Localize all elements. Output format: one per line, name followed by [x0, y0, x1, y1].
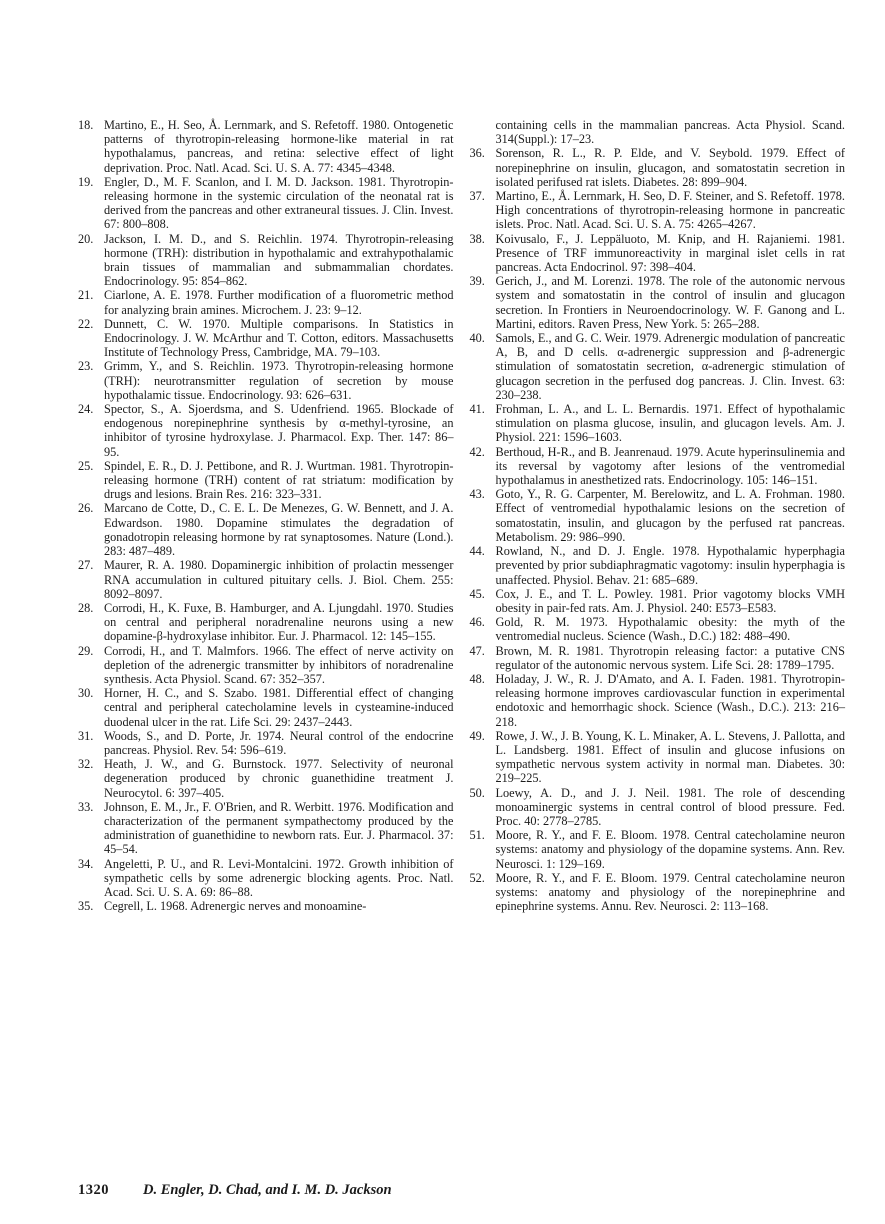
- reference-text: Moore, R. Y., and F. E. Bloom. 1978. Central catecholamine neuron systems: anatomy and physiology of the dopamine systems. Ann. Rev. Neurosci. 1: 129–169.: [495, 828, 845, 871]
- reference-number: 38.: [469, 231, 485, 246]
- reference-item: [470, 331, 846, 402]
- reference-item: [78, 501, 454, 558]
- reference-text: Martino, E., Å. Lernmark, H. Seo, D. F. Steiner, and S. Refetoff. 1978. High concentrations of thyrotropin-releasing hormone in pancreatic islets. Proc. Natl. Acad. Sci. U. S. A. 75: 4265–4267.: [495, 189, 845, 232]
- reference-page: [78, 118, 845, 913]
- reference-text: Spindel, E. R., D. J. Pettibone, and R. J. Wurtman. 1981. Thyrotropin-releasing hormone (TRH) content of rat striatum: modification by drugs and lesions. Brain Res. 216: 323–331.: [104, 458, 454, 502]
- reference-text: Dunnett, C. W. 1970. Multiple comparisons. In Statistics in Endocrinology. J. W. McArthur and T. Cotton, editors. Massachusetts Institute of Technology Press, Cambridge, MA. 79–103.: [104, 316, 454, 360]
- reference-item: [470, 615, 846, 643]
- reference-item: [78, 899, 454, 913]
- reference-number: 19.: [78, 174, 94, 189]
- reference-item: [78, 459, 454, 502]
- reference-item: [470, 445, 846, 488]
- reference-number: 31.: [78, 728, 94, 743]
- reference-item: [470, 544, 846, 587]
- reference-item: [78, 644, 454, 687]
- reference-number: 48.: [469, 671, 485, 686]
- reference-item: [78, 601, 454, 644]
- reference-text: Heath, J. W., and G. Burnstock. 1977. Selectivity of neuronal degeneration produced by chronic guanethidine treatment J. Neurocytol. 6: 397–405.: [104, 757, 454, 800]
- reference-text: Loewy, A. D., and J. J. Neil. 1981. The role of descending monoaminergic systems in central control of blood pressure. Fed. Proc. 40: 2778–2785.: [495, 785, 845, 828]
- reference-text: Martino, E., H. Seo, Å. Lernmark, and S. Refetoff. 1980. Ontogenetic patterns of thyrotropin-releasing hormone-like material in rat hypothalamus, pancreas, and retina: selective effect of light deprivation. Proc. Natl. Acad. Sci. U. S. A. 77: 4345–4348.: [104, 118, 454, 175]
- reference-text: Moore, R. Y., and F. E. Bloom. 1979. Central catecholamine neuron systems: anatomy and physiology of the norepinephrine and epinephrine systems. Annu. Rev. Neurosci. 2: 113–168.: [495, 870, 845, 914]
- reference-text: Corrodi, H., and T. Malmfors. 1966. The effect of nerve activity on depletion of the adrenergic transmitter by inhibitors of noradrenaline synthesis. Acta Physiol. Scand. 67: 352–357.: [104, 643, 454, 686]
- footer-authors: D. Engler, D. Chad, and I. M. D. Jackson: [143, 1182, 392, 1198]
- reference-text: Rowe, J. W., J. B. Young, K. L. Minaker, A. L. Stevens, J. Pallotta, and L. Landsberg. 1981. Effect of insulin and glucose infusions on sympathetic nervous system activity in normal man. Diabetes. 30: 219–225.: [495, 728, 845, 786]
- reference-number: 22.: [78, 316, 94, 331]
- reference-text: Woods, S., and D. Porte, Jr. 1974. Neural control of the endocrine pancreas. Physiol. Rev. 54: 596–619.: [104, 728, 454, 757]
- reference-text: Holaday, J. W., R. J. D'Amato, and A. I. Faden. 1981. Thyrotropin-releasing hormone improves cardiovascular function in experimental endotoxic and hemorrhagic shock. Science (Wash., D.C.). 213: 216–218.: [495, 671, 845, 729]
- reference-text: Frohman, L. A., and L. L. Bernardis. 1971. Effect of hypothalamic stimulation on plasma glucose, insulin, and glucagon levels. Am. J. Physiol. 221: 1596–1603.: [495, 402, 845, 445]
- reference-number: 45.: [469, 586, 485, 601]
- reference-number: 33.: [78, 799, 94, 814]
- reference-text: Gold, R. M. 1973. Hypothalamic obesity: the myth of the ventromedial nucleus. Science (Wash., D.C.) 182: 488–490.: [495, 615, 845, 644]
- reference-number: 44.: [469, 544, 485, 559]
- reference-item: [78, 359, 454, 402]
- reference-number: 26.: [78, 501, 94, 516]
- reference-item: [78, 800, 454, 857]
- reference-number: 41.: [469, 402, 485, 417]
- reference-text: Engler, D., M. F. Scanlon, and I. M. D. Jackson. 1981. Thyrotropin-releasing hormone in the systemic circulation of the neonatal rat is derived from the pancreas and other extraneural tissues. J. Clin. Invest. 67: 800–808.: [104, 174, 454, 232]
- reference-number: 24.: [78, 402, 94, 417]
- reference-item: [470, 587, 846, 615]
- reference-number: 51.: [469, 828, 485, 843]
- reference-number: 50.: [469, 785, 485, 800]
- reference-text: Brown, M. R. 1981. Thyrotropin releasing factor: a putative CNS regulator of the autonomic nervous system. Life Sci. 28: 1789–1795.: [495, 643, 845, 672]
- reference-item: [470, 672, 846, 729]
- reference-number: 35.: [78, 899, 94, 914]
- reference-item: [470, 118, 846, 146]
- reference-number: 42.: [469, 444, 485, 459]
- reference-item: [470, 232, 846, 275]
- reference-number: 52.: [469, 870, 485, 885]
- reference-item: [78, 317, 454, 360]
- reference-item: [470, 402, 846, 445]
- reference-item: [470, 786, 846, 829]
- reference-number: 43.: [469, 487, 485, 502]
- reference-item: [78, 757, 454, 800]
- reference-item: [470, 871, 846, 914]
- reference-item: [470, 644, 846, 672]
- reference-item: [470, 189, 846, 232]
- reference-text: Angeletti, P. U., and R. Levi-Montalcini. 1972. Growth inhibition of sympathetic cells by some adrenergic blocking agents. Proc. Natl. Acad. Sci. U. S. A. 69: 86–88.: [104, 856, 454, 899]
- reference-number: 49.: [469, 728, 485, 743]
- reference-number: 25.: [78, 458, 94, 473]
- reference-number: 39.: [469, 274, 485, 289]
- reference-number: 27.: [78, 558, 94, 573]
- reference-number: 21.: [78, 288, 94, 303]
- reference-number: 18.: [78, 118, 94, 132]
- reference-number: 20.: [78, 231, 94, 246]
- reference-number: 30.: [78, 686, 94, 701]
- reference-item: [470, 274, 846, 331]
- reference-number: 47.: [469, 643, 485, 658]
- reference-text: Berthoud, H-R., and B. Jeanrenaud. 1979. Acute hyperinsulinemia and its reversal by vagotomy after lesions of the ventromedial hypothalamus in anesthetized rats. Endocrinology. 105: 146–151.: [495, 444, 845, 488]
- reference-text: Gerich, J., and M. Lorenzi. 1978. The role of the autonomic nervous system and somatostatin in the control of insulin and glucagon secretion. In Frontiers in Neuroendocrinology. W. F. Ganong and L. Martini, editors. Raven Press, New York. 5: 265–288.: [495, 274, 845, 331]
- reference-text: Samols, E., and G. C. Weir. 1979. Adrenergic modulation of pancreatic A, B, and D cells. α-adrenergic suppression and β-adrenergic stimulation of somatostatin secretion, α-adrenergic stimulation of glucagon secretion in the perfused dog pancreas. J. Clin. Invest. 63: 230–238.: [495, 331, 845, 402]
- reference-text: Sorenson, R. L., R. P. Elde, and V. Seybold. 1979. Effect of norepinephrine on insulin, glucagon, and somatostatin secretion in isolated perifused rat islets. Diabetes. 28: 899–904.: [495, 146, 845, 189]
- reference-item: [78, 402, 454, 459]
- reference-number: 46.: [469, 615, 485, 630]
- reference-number: 23.: [78, 359, 94, 374]
- reference-item: [78, 288, 454, 316]
- reference-columns: [78, 118, 845, 913]
- reference-text: Johnson, E. M., Jr., F. O'Brien, and R. Werbitt. 1976. Modification and characterization of the permanent sympathectomy produced by the administration of guanethidine to newborn rats. Eur. J. Pharmacol. 37: 45–54.: [104, 799, 454, 857]
- reference-text: Goto, Y., R. G. Carpenter, M. Berelowitz, and L. A. Frohman. 1980. Effect of ventromedial hypothalamic lesions on the secretion of somatostatin, insulin, and glucagon by the perfused rat pancreas. Metabolism. 29: 986–990.: [495, 487, 845, 544]
- reference-text: Spector, S., A. Sjoerdsma, and S. Udenfriend. 1965. Blockade of endogenous norepinephrine synthesis by α-methyl-tyrosine, an inhibitor of tyrosine hydroxylase. J. Pharmacol. Exp. Ther. 147: 86–95.: [104, 402, 454, 459]
- reference-text: Koivusalo, F., J. Leppäluoto, M. Knip, and H. Rajaniemi. 1981. Presence of TRF immunoreactivity in marginal islet cells in rat pancreas. Acta Endocrinol. 97: 398–404.: [495, 231, 845, 275]
- reference-text: Jackson, I. M. D., and S. Reichlin. 1974. Thyrotropin-releasing hormone (TRH): distribution in hypothalamic and extrahypothalamic brain tissues of mammalian and submammalian chordates. Endocrinology. 95: 854–862.: [104, 231, 454, 289]
- reference-item: [470, 828, 846, 871]
- reference-text: Horner, H. C., and S. Szabo. 1981. Differential effect of changing central and peripheral catecholamine levels in cysteamine-induced duodenal ulcer in the rat. Life Sci. 29: 2437–2443.: [104, 686, 454, 729]
- reference-text: Grimm, Y., and S. Reichlin. 1973. Thyrotropin-releasing hormone (TRH): neurotransmitter regulation of secretion by mouse hypothalamic tissue. Endocrinology. 93: 626–631.: [104, 359, 454, 402]
- reference-item: [470, 146, 846, 189]
- reference-number: 37.: [469, 189, 485, 204]
- reference-item: [78, 232, 454, 289]
- reference-number: 32.: [78, 757, 94, 772]
- reference-text: Marcano de Cotte, D., C. E. L. De Menezes, G. W. Bennett, and J. A. Edwardson. 1980. Dopamine stimulates the degradation of gonadotropin releasing hormone by rat synaptosomes. Nature (Lond.). 283: 487–489.: [104, 501, 454, 559]
- left-column: [78, 118, 454, 913]
- reference-text: Cox, J. E., and T. L. Powley. 1981. Prior vagotomy blocks VMH obesity in pair-fed rats. Am. J. Physiol. 240: E573–E583.: [495, 586, 845, 615]
- reference-item: [78, 857, 454, 900]
- reference-text: Maurer, R. A. 1980. Dopaminergic inhibition of prolactin messenger RNA accumulation in cultured pituitary cells. J. Biol. Chem. 255: 8092–8097.: [104, 558, 454, 601]
- reference-number: 28.: [78, 600, 94, 615]
- reference-number: 29.: [78, 643, 94, 658]
- reference-item: [470, 487, 846, 544]
- right-column: [470, 118, 846, 913]
- reference-number: 34.: [78, 856, 94, 871]
- reference-text: Rowland, N., and D. J. Engle. 1978. Hypothalamic hyperphagia prevented by prior subdiaphragmatic vagotomy: insulin hyperphagia is unaffected. Physiol. Behav. 21: 685–689.: [495, 544, 845, 587]
- reference-number: 40.: [469, 331, 485, 346]
- page-footer: [78, 1182, 845, 1199]
- reference-item: [78, 118, 454, 175]
- reference-item: [78, 729, 454, 757]
- reference-item: [78, 175, 454, 232]
- page-number: 1320: [78, 1182, 109, 1198]
- reference-item: [78, 558, 454, 601]
- reference-text: containing cells in the mammalian pancreas. Acta Physiol. Scand. 314(Suppl.): 17–23.: [495, 118, 845, 147]
- reference-item: [470, 729, 846, 786]
- reference-text: Cegrell, L. 1968. Adrenergic nerves and monoamine-: [104, 899, 367, 914]
- reference-text: Corrodi, H., K. Fuxe, B. Hamburger, and A. Ljungdahl. 1970. Studies on central and peripheral noradrenaline neurons using a new dopamine-β-hydroxylase inhibitor. Eur. J. Pharmacol. 12: 145–155.: [104, 600, 454, 644]
- reference-number: 36.: [469, 146, 485, 161]
- reference-item: [78, 686, 454, 729]
- reference-text: Ciarlone, A. E. 1978. Further modification of a fluorometric method for analyzing brain amines. Microchem. J. 23: 9–12.: [104, 288, 454, 317]
